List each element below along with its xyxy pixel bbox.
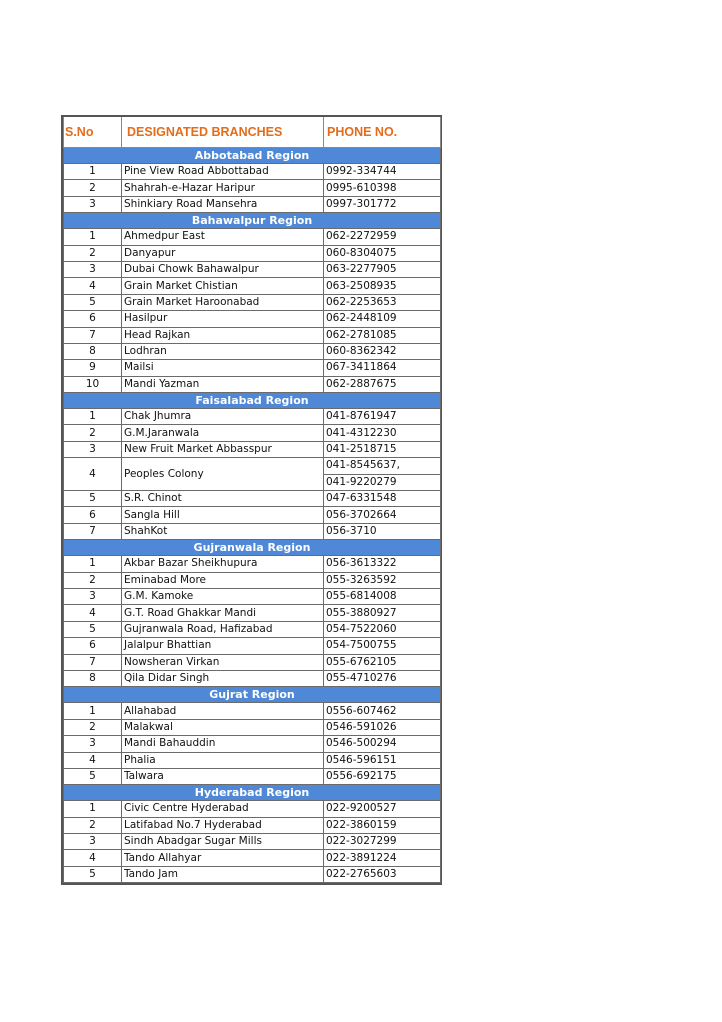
phone-cell: 0546-596151 [324, 752, 441, 768]
branch-name-cell: Talwara [122, 768, 324, 784]
phone-cell: 055-3263592 [324, 572, 441, 588]
serial-number-cell: 7 [64, 523, 122, 539]
phone-cell: 055-3880927 [324, 605, 441, 621]
sno-header: S.No [64, 117, 122, 148]
serial-number-cell: 4 [64, 278, 122, 294]
table-body [64, 148, 441, 883]
serial-number-cell: 2 [64, 719, 122, 735]
table-row [64, 507, 441, 523]
table-row [64, 572, 441, 588]
branch-name-cell: G.T. Road Ghakkar Mandi [122, 605, 324, 621]
serial-number-cell: 3 [64, 588, 122, 604]
phone-cell: 062-2781085 [324, 327, 441, 343]
serial-number-cell: 2 [64, 572, 122, 588]
phone-cell: 041-4312230 [324, 425, 441, 441]
serial-number-cell: 1 [64, 556, 122, 572]
branch-name-cell: Sindh Abadgar Sugar Mills [122, 834, 324, 850]
phone-cell: 041-8545637, [324, 458, 441, 474]
phone-cell-secondary: 041-9220279 [324, 474, 441, 490]
region-header-row [64, 213, 441, 229]
table-row [64, 719, 441, 735]
branch-name-cell: Grain Market Haroonabad [122, 294, 324, 310]
phone-header: PHONE NO. [324, 117, 441, 148]
phone-cell: 055-4710276 [324, 670, 441, 686]
phone-cell: 022-9200527 [324, 801, 441, 817]
branch-name-cell: Shinkiary Road Mansehra [122, 196, 324, 212]
phone-cell: 056-3702664 [324, 507, 441, 523]
serial-number-cell: 10 [64, 376, 122, 392]
table-row [64, 278, 441, 294]
table-row [64, 523, 441, 539]
table-row [64, 801, 441, 817]
table-row [64, 588, 441, 604]
region-header-row [64, 540, 441, 556]
branch-name-cell: S.R. Chinot [122, 491, 324, 507]
branch-name-cell: New Fruit Market Abbasspur [122, 441, 324, 457]
table-row [64, 866, 441, 882]
region-title: Gujrat Region [64, 687, 441, 703]
table-row [64, 752, 441, 768]
region-header-row [64, 785, 441, 801]
serial-number-cell: 7 [64, 654, 122, 670]
table-row [64, 229, 441, 245]
phone-cell: 041-8761947 [324, 409, 441, 425]
serial-number-cell: 3 [64, 441, 122, 457]
table-row [64, 196, 441, 212]
branch-name-cell: Mandi Yazman [122, 376, 324, 392]
table-row [64, 768, 441, 784]
branch-name-cell: Civic Centre Hyderabad [122, 801, 324, 817]
branch-name-cell: Nowsheran Virkan [122, 654, 324, 670]
branch-name-cell: Chak Jhumra [122, 409, 324, 425]
phone-cell: 063-2508935 [324, 278, 441, 294]
table-row [64, 736, 441, 752]
serial-number-cell: 3 [64, 834, 122, 850]
table-row [64, 621, 441, 637]
serial-number-cell: 2 [64, 180, 122, 196]
phone-cell: 060-8304075 [324, 245, 441, 261]
phone-cell: 062-2448109 [324, 311, 441, 327]
region-header-row [64, 687, 441, 703]
table-row [64, 654, 441, 670]
phone-cell: 062-2887675 [324, 376, 441, 392]
region-title: Hyderabad Region [64, 785, 441, 801]
table-row [64, 458, 441, 474]
branch-name-cell: Shahrah-e-Hazar Haripur [122, 180, 324, 196]
serial-number-cell: 3 [64, 261, 122, 277]
branch-name-cell: G.M. Kamoke [122, 588, 324, 604]
table-row [64, 245, 441, 261]
serial-number-cell: 4 [64, 605, 122, 621]
phone-cell: 0992-334744 [324, 164, 441, 180]
phone-cell: 055-6814008 [324, 588, 441, 604]
region-header-row [64, 393, 441, 409]
branch-name-cell: Qila Didar Singh [122, 670, 324, 686]
serial-number-cell: 5 [64, 866, 122, 882]
region-header-row [64, 148, 441, 164]
table-row [64, 311, 441, 327]
branch-name-cell: Ahmedpur East [122, 229, 324, 245]
branch-name-cell: Head Rajkan [122, 327, 324, 343]
serial-number-cell: 3 [64, 196, 122, 212]
table-row [64, 164, 441, 180]
phone-cell: 067-3411864 [324, 360, 441, 376]
phone-cell: 0997-301772 [324, 196, 441, 212]
serial-number-cell: 1 [64, 703, 122, 719]
table-row [64, 343, 441, 359]
table-row [64, 703, 441, 719]
phone-cell: 022-2765603 [324, 866, 441, 882]
phone-cell: 0546-591026 [324, 719, 441, 735]
serial-number-cell: 2 [64, 245, 122, 261]
serial-number-cell: 1 [64, 409, 122, 425]
branch-name-cell: Jalalpur Bhattian [122, 638, 324, 654]
branch-name-cell: Dubai Chowk Bahawalpur [122, 261, 324, 277]
branch-name-cell: G.M.Jaranwala [122, 425, 324, 441]
phone-cell: 060-8362342 [324, 343, 441, 359]
table-row [64, 409, 441, 425]
branch-name-cell: Malakwal [122, 719, 324, 735]
phone-cell: 0546-500294 [324, 736, 441, 752]
phone-cell: 022-3860159 [324, 817, 441, 833]
phone-cell: 056-3710 [324, 523, 441, 539]
table-row [64, 180, 441, 196]
table-row [64, 670, 441, 686]
serial-number-cell: 5 [64, 768, 122, 784]
branch-directory-sheet [61, 115, 442, 885]
serial-number-cell: 5 [64, 294, 122, 310]
table-row [64, 360, 441, 376]
region-title: Gujranwala Region [64, 540, 441, 556]
branch-table [63, 117, 441, 883]
phone-cell: 055-6762105 [324, 654, 441, 670]
branch-name-cell: Allahabad [122, 703, 324, 719]
table-row [64, 441, 441, 457]
table-row [64, 556, 441, 572]
table-row [64, 638, 441, 654]
serial-number-cell: 1 [64, 801, 122, 817]
region-title: Bahawalpur Region [64, 213, 441, 229]
phone-cell: 062-2272959 [324, 229, 441, 245]
branch-name-cell: Sangla Hill [122, 507, 324, 523]
branch-name-cell: Mandi Bahauddin [122, 736, 324, 752]
table-row [64, 376, 441, 392]
phone-cell: 041-2518715 [324, 441, 441, 457]
phone-cell: 063-2277905 [324, 261, 441, 277]
branch-name-cell: Lodhran [122, 343, 324, 359]
phone-cell: 054-7500755 [324, 638, 441, 654]
serial-number-cell: 3 [64, 736, 122, 752]
table-row [64, 261, 441, 277]
table-row [64, 491, 441, 507]
serial-number-cell: 1 [64, 164, 122, 180]
serial-number-cell: 8 [64, 343, 122, 359]
table-row [64, 294, 441, 310]
branch-name-cell: Grain Market Chistian [122, 278, 324, 294]
table-row [64, 327, 441, 343]
table-row [64, 850, 441, 866]
phone-cell: 054-7522060 [324, 621, 441, 637]
table-row [64, 834, 441, 850]
branches-header: DESIGNATED BRANCHES [122, 117, 324, 148]
phone-cell: 0556-607462 [324, 703, 441, 719]
branch-name-cell: ShahKot [122, 523, 324, 539]
branch-name-cell: Peoples Colony [122, 458, 324, 491]
phone-cell: 022-3027299 [324, 834, 441, 850]
table-row [64, 817, 441, 833]
serial-number-cell: 4 [64, 458, 122, 491]
branch-name-cell: Latifabad No.7 Hyderabad [122, 817, 324, 833]
branch-name-cell: Tando Jam [122, 866, 324, 882]
phone-cell: 062-2253653 [324, 294, 441, 310]
serial-number-cell: 6 [64, 311, 122, 327]
phone-cell: 0995-610398 [324, 180, 441, 196]
phone-cell: 047-6331548 [324, 491, 441, 507]
region-title: Faisalabad Region [64, 393, 441, 409]
region-title: Abbotabad Region [64, 148, 441, 164]
serial-number-cell: 2 [64, 817, 122, 833]
serial-number-cell: 6 [64, 507, 122, 523]
branch-name-cell: Hasilpur [122, 311, 324, 327]
header-row [64, 117, 441, 148]
branch-name-cell: Pine View Road Abbottabad [122, 164, 324, 180]
serial-number-cell: 4 [64, 752, 122, 768]
phone-cell: 022-3891224 [324, 850, 441, 866]
serial-number-cell: 7 [64, 327, 122, 343]
branch-name-cell: Akbar Bazar Sheikhupura [122, 556, 324, 572]
branch-name-cell: Gujranwala Road, Hafizabad [122, 621, 324, 637]
branch-name-cell: Phalia [122, 752, 324, 768]
serial-number-cell: 2 [64, 425, 122, 441]
table-row [64, 425, 441, 441]
branch-name-cell: Eminabad More [122, 572, 324, 588]
serial-number-cell: 4 [64, 850, 122, 866]
serial-number-cell: 5 [64, 491, 122, 507]
serial-number-cell: 1 [64, 229, 122, 245]
phone-cell: 0556-692175 [324, 768, 441, 784]
table-row [64, 605, 441, 621]
branch-name-cell: Danyapur [122, 245, 324, 261]
branch-name-cell: Tando Allahyar [122, 850, 324, 866]
serial-number-cell: 9 [64, 360, 122, 376]
phone-cell: 056-3613322 [324, 556, 441, 572]
serial-number-cell: 6 [64, 638, 122, 654]
serial-number-cell: 5 [64, 621, 122, 637]
branch-name-cell: Mailsi [122, 360, 324, 376]
serial-number-cell: 8 [64, 670, 122, 686]
